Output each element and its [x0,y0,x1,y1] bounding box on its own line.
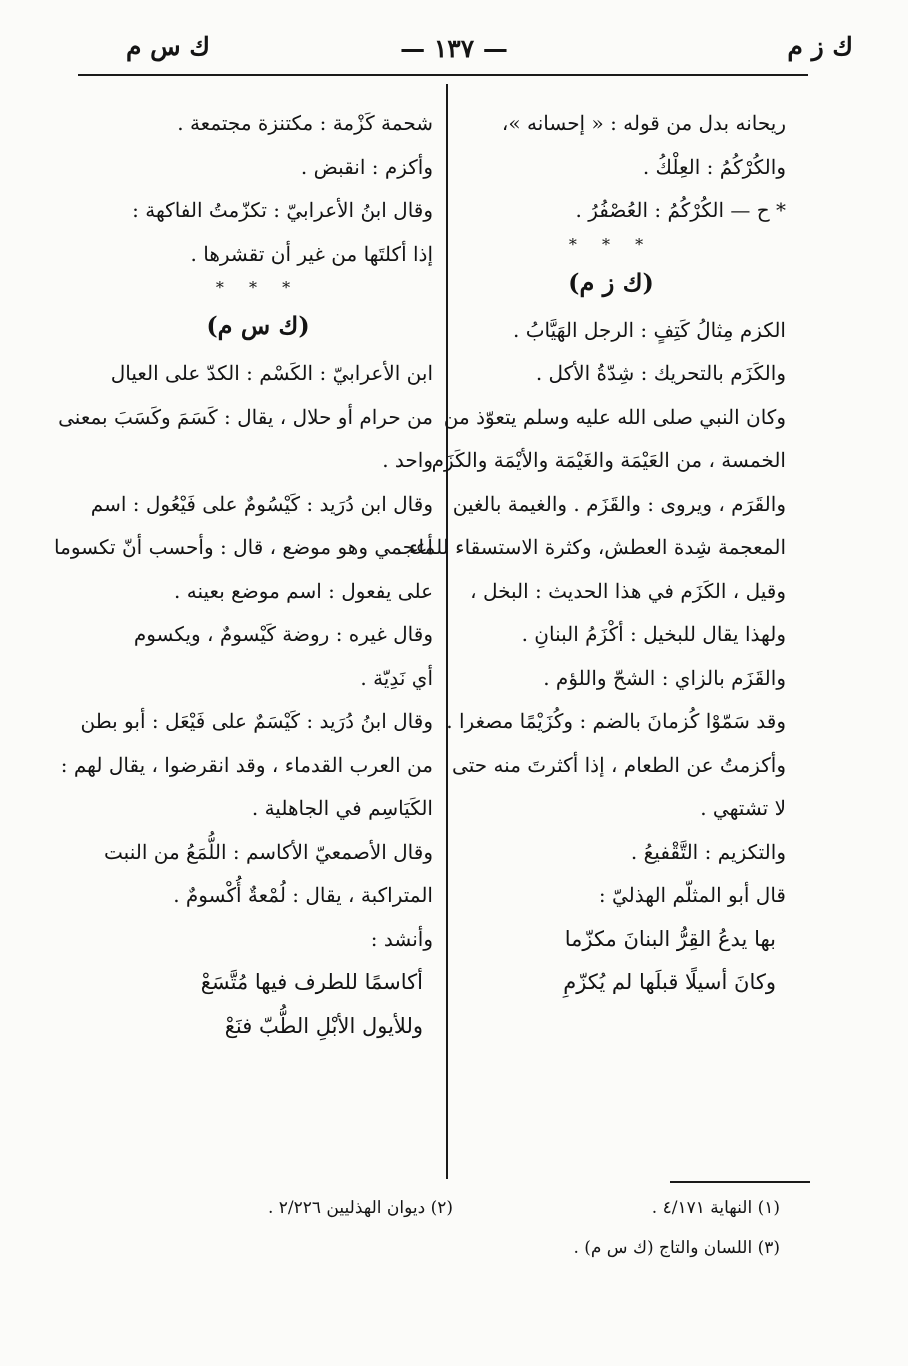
text-line: شحمة كَزْمة : مكتنزة مجتمعة . [177,111,433,135]
text-line: وقيل ، الكَزَم في هذا الحديث : البخل ، [470,578,786,603]
verse-line: أكاسمًا للطرف فيها مُتَّسَعْ [200,970,423,994]
text-line: وقال غيره : روضة كَيْسومٌ ، ويكسوم [133,622,433,646]
text-line: المتراكبة ، يقال : لُمْعةٌ أُكْسومٌ . [173,883,433,907]
verse-line: وكانَ أسيلًا قبلَها لم يُكزّمِ [563,970,776,994]
header-root-left: ك س م [126,32,211,61]
text-line: وأكزمتُ عن الطعام ، إذا أكثرتَ منه حتى [452,752,786,777]
text-line: الكزم مِثالُ كَتِفٍ : الرجل الهَيَّابُ . [512,317,786,342]
text-line: وقال ابن دُرَيد : كَيْسُومٌ على فَيْعُول : اسم [90,491,433,516]
text-line: واحد . [382,448,433,472]
text-line: أعجمي وهو موضع ، قال : وأحسب أنّ تكسوما [54,535,433,559]
text-line: الكَيَاسِم في الجاهلية . [251,796,433,820]
footnote-1: (١) النهاية ٤/١٧١ . [651,1198,780,1218]
text-line: وأنشد : [370,926,433,951]
text-line: وكان النبي صلى الله عليه وسلم يتعوّذ من [443,404,786,429]
text-line: * ح — الكُرْكُمُ : العُصْفُرُ . [575,198,786,222]
entry-heading: (ك س م) [206,311,310,340]
text-line: وقال ابنُ دُرَيد : كَيْسَمٌ على فَيْعَل : أبو بطن [80,709,433,733]
page-number: — ١٣٧ — [400,34,508,63]
text-line: وأكزم : انقبض . [300,154,433,179]
text-line: من حرام أو حلال ، يقال : كَسَمَ وكَسَبَ بمعنى [58,404,433,429]
footnote-3: (٣) اللسان والتاج (ك س م) . [573,1238,780,1258]
verse-line: بها يدعُ القِرُّ البنانَ مكزّما [564,926,776,951]
text-line: وقد سَمّوْا كُزمانَ بالضم : وكُزَيْمًا مصغرا . [446,709,786,733]
section-separator: * * * [215,278,301,297]
text-line: والكَزَم بالتحريك : شِدّةُ الأكل . [535,361,786,385]
section-separator: * * * [568,234,654,254]
footnote-2: (٢) ديوان الهذليين ٢/٢٢٦ . [267,1198,453,1218]
header-rule [78,74,808,76]
footnote-rule [670,1181,810,1183]
text-line: لا تشتهي . [700,796,786,820]
left-column [54,102,433,1048]
text-line: على يفعول : اسم موضع بعينه . [174,578,433,603]
text-line: والقَزَم بالزاي : الشحّ واللؤم . [543,665,786,690]
text-line: أي نَدِيّة . [360,665,433,690]
verse-line: وللأيول الأبْلِ الطُّبّ فنَعْ [224,1013,423,1038]
text-line: من العرب القدماء ، وقد انقرضوا ، يقال لهم : [60,752,433,777]
text-line: ابن الأعرابيّ : الكَسْم : الكدّ على العيال [110,361,433,385]
text-line: وقال الأصمعيّ الأكاسم : اللُّمَعُ من النبت [104,839,433,864]
text-line: المعجمة شِدة العطش، وكثرة الاستسقاء للماء . [396,535,786,559]
text-line: ولهذا يقال للبخيل : أكْزَمُ البنانِ . [521,622,786,646]
text-line: إذا أكلتَها من غير أن تقشرها . [190,241,433,266]
text-line: وقال ابنُ الأعرابيّ : تكزّمتُ الفاكهة : [132,198,433,222]
text-line: والتكزيم : التَّقْفيعُ . [630,839,786,864]
header-root-right: ك ز م [787,32,853,61]
entry-heading: (ك ز م) [568,267,654,297]
text-line: والقَرَم ، ويروى : والقَزَم . والغيمة بالغين [452,491,786,516]
text-line: قال أبو المثلّم الهذليّ : [598,883,786,907]
text-line: الخمسة ، من العَيْمَة والغَيْمَة والأيْمَة والكَزَم [431,448,786,472]
text-line: والكُرْكُمُ : العِلْكُ . [642,154,786,179]
text-line: ريحانه بدل من قوله : « إحسانه »، [501,111,786,135]
